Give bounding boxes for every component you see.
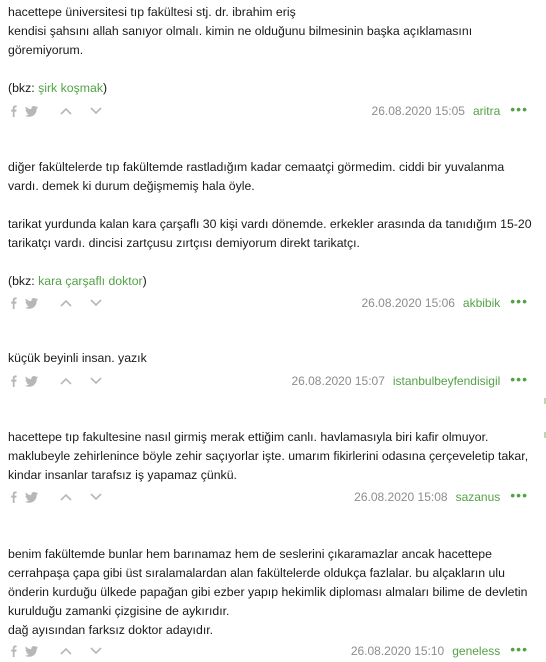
facebook-icon[interactable]	[10, 297, 17, 309]
entry-author[interactable]: aritra	[472, 104, 501, 118]
twitter-icon[interactable]	[25, 376, 38, 387]
entry-text-line: benim fakültemde bunlar hem barınamaz hem de seslerini çıkaramazlar ancak hacettepe cerrahpaşa çapa gibi üst sıralamalardan alan fakültelerde oldukça fazlalar. bu alçakların ulu önderin kurduğu ülkede papağan gibi ezber yapıp hekimlik diploması almaları bilime de devletin kurulduğu zamanki çizgisine de aykırıdır.	[8, 547, 528, 618]
more-options-icon[interactable]: •••	[510, 641, 528, 657]
upvote-icon[interactable]	[60, 107, 72, 115]
bkz-reference	[8, 272, 532, 291]
bkz-link[interactable]: şirk koşmak	[38, 81, 103, 95]
facebook-icon[interactable]	[10, 491, 17, 503]
entry-actions	[10, 297, 106, 309]
entry-date[interactable]: 26.08.2020 15:07	[291, 374, 385, 388]
entry-author[interactable]: geneless	[452, 644, 501, 658]
upvote-icon[interactable]	[60, 493, 72, 501]
downvote-icon[interactable]	[90, 299, 102, 307]
entry-text-line: küçük beyinli insan. yazık	[8, 351, 147, 365]
entry-content	[8, 428, 532, 485]
entry-text-line: hacettepe üniversitesi tıp fakültesi stj. dr. ibrahim eriş	[8, 5, 296, 19]
entry-meta	[361, 293, 529, 310]
entry	[8, 3, 532, 125]
upvote-icon[interactable]	[60, 647, 72, 655]
entry-footer	[8, 371, 532, 392]
more-options-icon[interactable]: •••	[510, 101, 528, 117]
twitter-icon[interactable]	[25, 106, 38, 117]
more-options-icon[interactable]: •••	[510, 487, 528, 503]
entry-date[interactable]: 26.08.2020 15:05	[371, 104, 465, 118]
bkz-suffix: )	[142, 274, 147, 288]
facebook-icon[interactable]	[10, 645, 17, 657]
entry-text-line: tarikat yurdunda kalan kara çarşaflı 30 kişi vardı dönemde. erkekler arasında da tanıdığım 15-20 tarikatçı vardı. dincisi zartçusu zırtçısı demiyorum direkt tarikatçı.	[8, 217, 532, 250]
entry	[8, 545, 532, 662]
entry-content	[8, 158, 532, 291]
entry-date[interactable]: 26.08.2020 15:06	[361, 296, 455, 310]
entry-author[interactable]: istanbulbeyfendisigil	[392, 374, 501, 388]
entry-actions	[10, 375, 106, 387]
entry-content	[8, 545, 532, 640]
entry-content	[8, 3, 532, 98]
entry-footer	[8, 101, 532, 122]
entry-meta	[291, 371, 528, 388]
entry-actions	[10, 491, 106, 503]
twitter-icon[interactable]	[25, 646, 38, 657]
more-options-icon[interactable]: •••	[510, 293, 528, 309]
downvote-icon[interactable]	[90, 493, 102, 501]
facebook-icon[interactable]	[10, 375, 17, 387]
entry-footer	[8, 487, 532, 508]
entry-footer	[8, 293, 532, 314]
bkz-prefix: (bkz:	[8, 274, 39, 288]
entry	[8, 349, 532, 395]
entry-meta	[350, 641, 528, 658]
twitter-icon[interactable]	[25, 298, 38, 309]
twitter-icon[interactable]	[25, 492, 38, 503]
entry-text-line: dağ ayısından farksız doktor adayıdır.	[8, 623, 214, 637]
facebook-icon[interactable]	[10, 105, 17, 117]
entry	[8, 158, 532, 316]
entry-text-line: diğer fakültelerde tıp fakültemde rastladığım kadar cemaatçi görmedim. ciddi bir yuvalanma vardı. demek ki durum değişmemiş hala öyle.	[8, 160, 505, 193]
entry	[8, 428, 532, 512]
upvote-icon[interactable]	[60, 377, 72, 385]
downvote-icon[interactable]	[90, 107, 102, 115]
entry-text-line: hacettepe tıp fakultesine nasıl girmiş merak ettiğim canlı. havlamasıyla biri kafir olmuyor. maklubeyle zehirlenince böyle zehir saçıyorlar işte. umarım fikirlerini odasına çerçeveletip takar, kindar insanlar tarafsız iş yapamaz çünkü.	[8, 430, 529, 482]
bkz-reference	[8, 79, 532, 98]
upvote-icon[interactable]	[60, 299, 72, 307]
downvote-icon[interactable]	[90, 647, 102, 655]
entry-date[interactable]: 26.08.2020 15:10	[350, 644, 445, 658]
entry-content	[8, 349, 532, 368]
bkz-prefix: (bkz:	[8, 81, 39, 95]
more-options-icon[interactable]: •••	[510, 371, 528, 387]
entry-actions	[10, 645, 106, 657]
entry-author[interactable]: akbibik	[462, 296, 501, 310]
entry-text-line: kendisi şahsını allah sanıyor olmalı. kimin ne olduğunu bilmesinin başka açıklamasını göremiyorum.	[8, 24, 473, 57]
entry-author[interactable]: sazanus	[455, 490, 501, 504]
bkz-link[interactable]: kara çarşaflı doktor	[38, 274, 143, 288]
downvote-icon[interactable]	[90, 377, 102, 385]
entry-date[interactable]: 26.08.2020 15:08	[354, 490, 448, 504]
bkz-suffix: )	[103, 81, 108, 95]
entry-meta	[354, 487, 528, 504]
entry-actions	[10, 105, 106, 117]
entry-meta	[371, 101, 528, 118]
entry-footer	[8, 641, 532, 662]
